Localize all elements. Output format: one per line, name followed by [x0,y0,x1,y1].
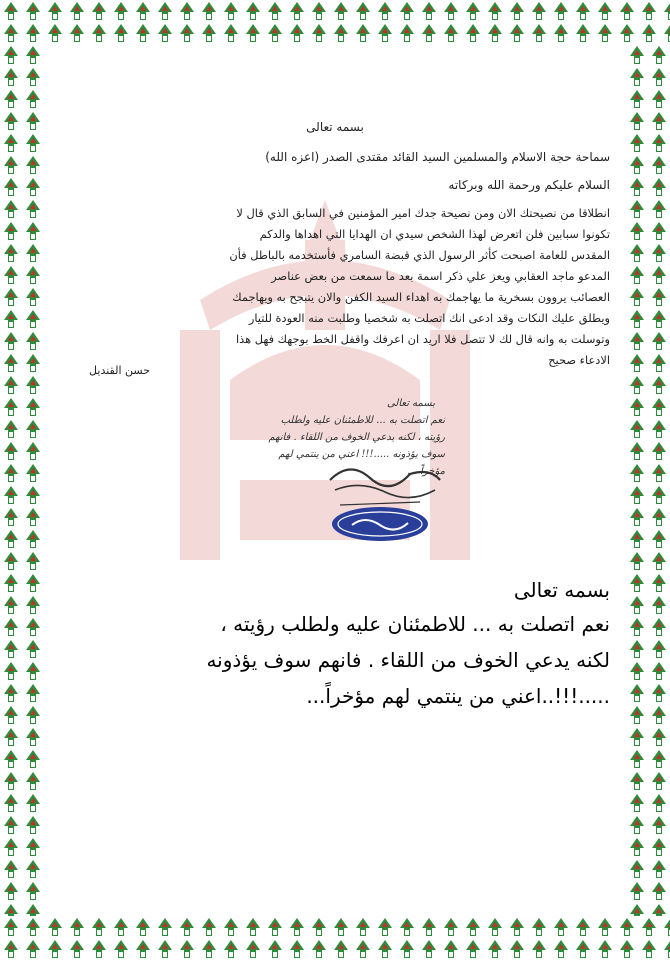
letter-body-line: وتوسلت به وانه قال لك لا تتصل فلا اريد ان اعرفك واقفل الخط بوجهك فهل هذا [235,332,610,346]
letter-body-line: الادعاء صحيح [548,353,610,367]
handwritten-line: سوف يؤذونه .....!!! اعني من ينتمي لهم [278,449,445,460]
letter-signer: حسن القنديل [89,364,150,377]
handwritten-line: مؤخراً ... [407,466,445,477]
letter-body-line: ويطلق عليك النكات وقد ادعى انك اتصلت به شخصيا وطلبت منه العودة للتيار [248,311,610,325]
letter-body-line: المقدس للعامة اصبحت كأثر الرسول الذي قبضة السامري فأستخدمه بالباطل فأن [229,248,610,262]
decorative-border-right [626,44,670,916]
letter-body-line: تكونوا سبابين فلن اتعرض لهذا الشخص سيدي ان الهدايا التي اهداها والدكم [259,227,610,241]
decorative-border-bottom [0,916,670,960]
decorative-border-left [0,44,44,916]
letter-body-line: انطلاقا من نصيحتك الان ومن نصيحة جدك امير المؤمنين في السابق الذي قال لا [236,206,610,220]
transcription-line: لكنه يدعي الخوف من اللقاء . فانهم سوف يؤذونه [206,648,610,672]
letter-body-line: العصائب يروون بسخرية ما يهاجمك به اهداء السيد الكفن والان يتبجح به ويهاجمك [232,290,610,304]
typed-letter [60,110,610,570]
letter-basmala: بسمه تعالى [306,120,364,134]
handwritten-line: رؤيته ، لكنه يدعي الخوف من اللقاء . فانهم [268,432,445,443]
letter-greeting: السلام عليكم ورحمة الله وبركاته [448,178,610,192]
official-seal-stamp [330,505,430,543]
handwritten-line: نعم اتصلت به ... للاطمئنان عليه ولطلب [280,415,445,426]
transcription-line: نعم اتصلت به ... للاطمئنان عليه ولطلب رؤيته ، [220,612,610,636]
transcription-line: .....!!!..اعني من ينتمي لهم مؤخراً... [306,684,610,708]
letter-addressee: سماحة حجة الاسلام والمسلمين السيد القائد مقتدى الصدر (اعزه الله) [265,150,610,164]
transcription-line: بسمه تعالى [513,578,610,602]
handwritten-line: بسمه تعالى [386,398,435,409]
decorative-border-top [0,0,670,44]
letter-body-line: المدعو ماجد العقابي ويعز علي ذكر اسمة بعد ما سمعت من بعض عناصر [271,269,610,283]
